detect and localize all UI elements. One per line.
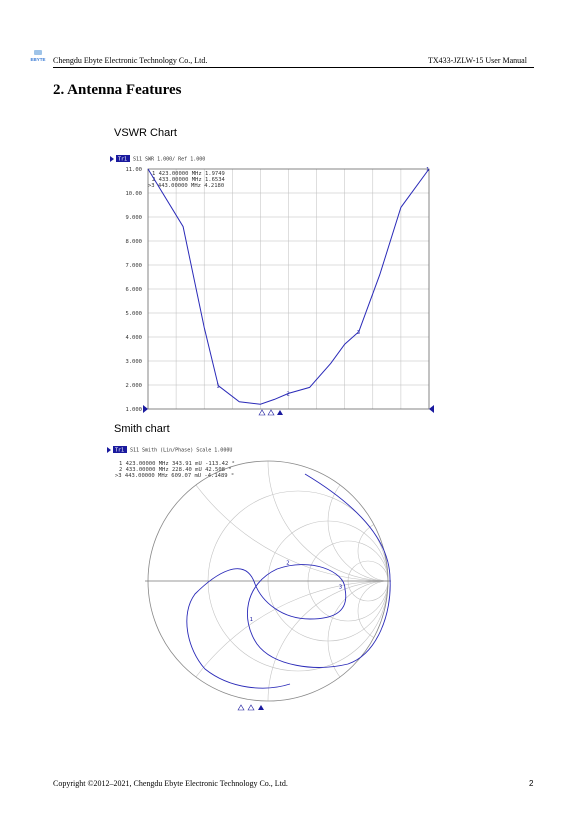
smith-marker-2: 2 433.00000 MHz 228.40 mU 42.508 ° — [119, 467, 232, 473]
smith-marker-1: 1 423.00000 MHz 343.91 mU -113.42 ° — [119, 461, 235, 467]
vswr-y-tick-label: 2.000 — [125, 383, 142, 389]
vswr-y-tick-label: 11.00 — [125, 167, 142, 173]
smith-marker-point-3: 3 — [338, 584, 343, 591]
vswr-y-tick-label: 8.000 — [125, 239, 142, 245]
vswr-markers — [216, 330, 360, 398]
vswr-marker-2: 2 433.00000 MHz 1.6534 — [152, 177, 225, 183]
vswr-y-tick-label: 1.000 — [125, 407, 142, 413]
vswr-marker-3: >3 443.00000 MHz 4.2180 — [148, 183, 225, 189]
section-title: 2. Antenna Features — [53, 82, 182, 98]
smith-grid — [108, 444, 405, 716]
vswr-y-tick-label: 10.00 — [125, 191, 142, 197]
ref-left-arrow-icon — [143, 405, 148, 413]
smith-marker-3: >3 443.00000 MHz 609.07 mU -4.1489 ° — [115, 473, 235, 479]
trace-label: Tr1 — [118, 156, 128, 163]
vswr-y-tick-label: 9.000 — [125, 215, 142, 221]
marker-2-triangle-icon — [268, 410, 274, 415]
smith-trace-info: S11 Smith (Lin/Phase) Scale 1.000U — [130, 447, 233, 454]
page-number: 2 — [529, 779, 534, 788]
smith-marker-point-1: 1 — [249, 616, 253, 623]
vswr-y-ticks — [125, 167, 142, 413]
vswr-caption: VSWR Chart — [114, 127, 177, 139]
footer-copyright: Copyright ©2012–2021, Chengdu Ebyte Electronic Technology Co., Ltd. — [53, 779, 288, 788]
smith-caption: Smith chart — [114, 423, 170, 435]
smith-trace-label: Tr1 — [115, 447, 125, 454]
header-company: Chengdu Ebyte Electronic Technology Co., Ltd. — [53, 56, 208, 65]
logo-text: EBYTE — [30, 57, 46, 62]
vswr-chart — [108, 152, 436, 417]
vswr-marker-1: 1 423.00000 MHz 1.9749 — [152, 171, 225, 177]
smith-trace-pointer-icon — [107, 447, 111, 453]
header-manual-title: TX433-JZLW-15 User Manual — [428, 56, 527, 65]
ebyte-logo — [26, 50, 50, 62]
vswr-marker-point-1: 1 — [216, 383, 220, 390]
vswr-y-tick-label: 7.000 — [125, 263, 142, 269]
smith-marker-1-triangle-icon — [238, 705, 244, 710]
trace-pointer-icon — [110, 156, 114, 162]
vswr-y-tick-label: 3.000 — [125, 359, 142, 365]
marker-3-triangle-icon — [277, 410, 283, 415]
vswr-y-tick-label: 5.000 — [125, 311, 142, 317]
smith-chart — [105, 444, 405, 716]
vswr-grid — [148, 169, 429, 409]
vswr-y-tick-label: 6.000 — [125, 287, 142, 293]
ref-right-arrow-icon — [429, 405, 434, 413]
vswr-y-tick-label: 4.000 — [125, 335, 142, 341]
header-rule — [53, 67, 534, 68]
vswr-marker-point-2: 2 — [286, 391, 290, 398]
vswr-trace-info: S11 SWR 1.000/ Ref 1.000 — [133, 156, 206, 163]
smith-marker-point-2: 2 — [286, 560, 290, 567]
smith-marker-2-triangle-icon — [248, 705, 254, 710]
smith-marker-3-triangle-icon — [258, 705, 264, 710]
vswr-end-marker: 1 — [426, 167, 430, 173]
vswr-marker-point-3: 3 — [356, 329, 361, 336]
marker-1-triangle-icon — [259, 410, 265, 415]
